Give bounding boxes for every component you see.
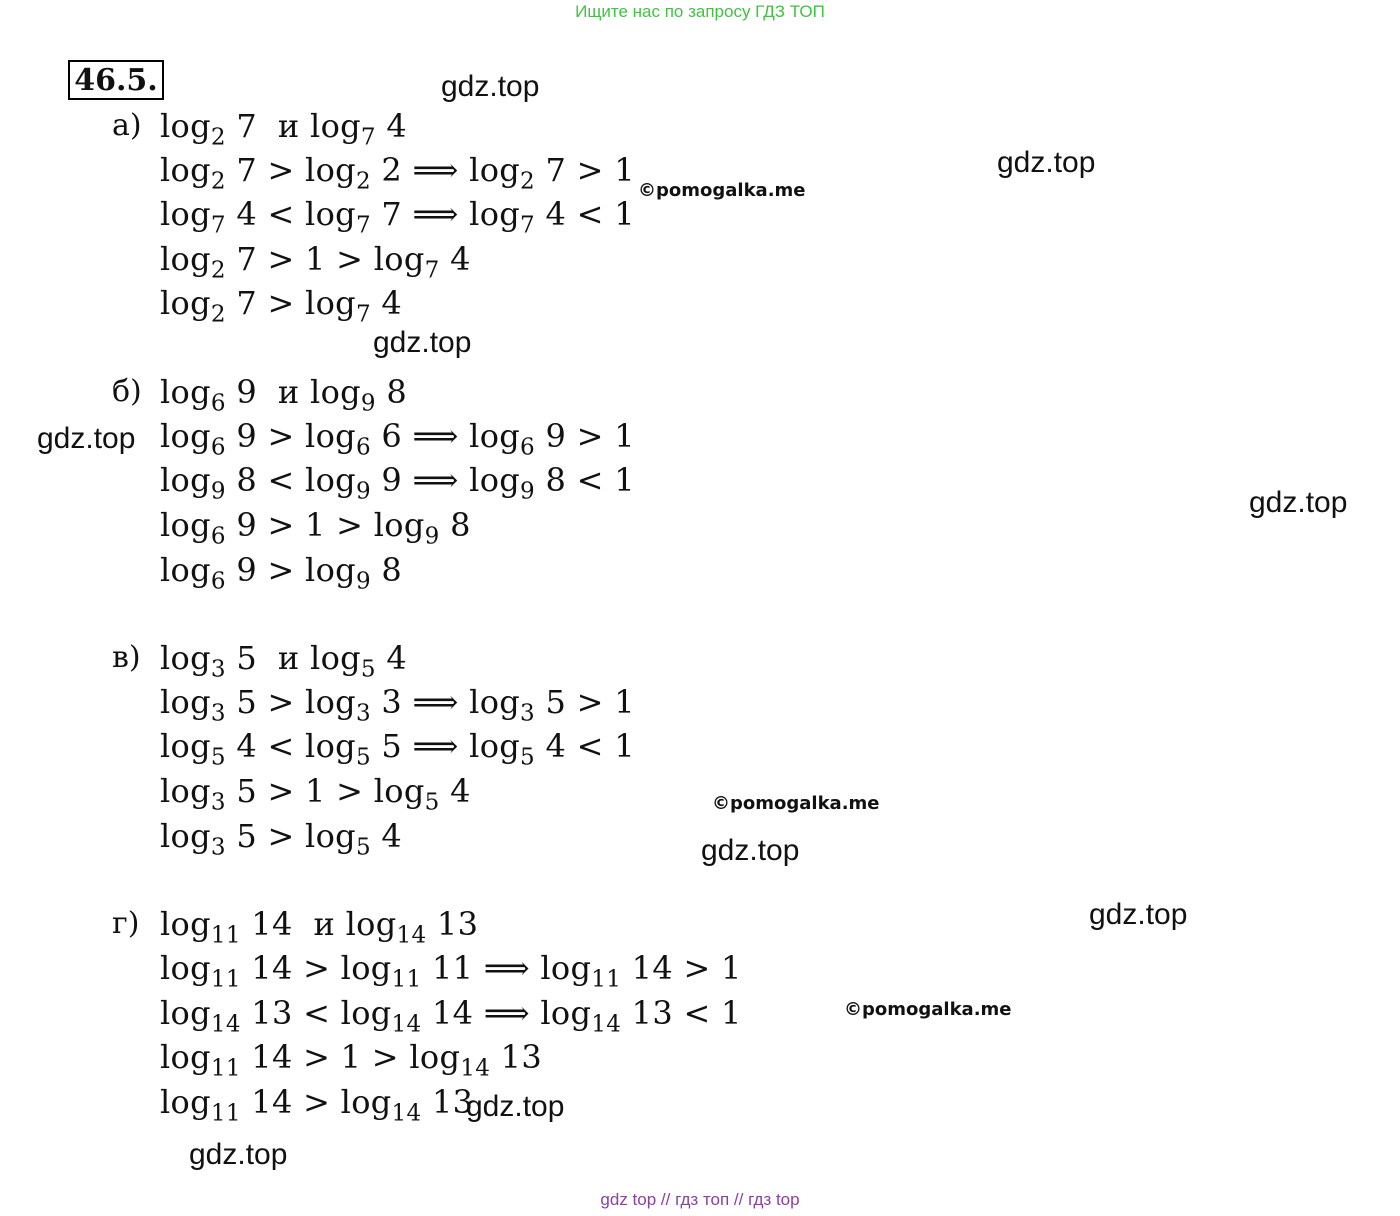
part-v-line-5: $\log_3 5 > \log_5 4$ [160,817,403,861]
footer-links: gdz top // гдз топ // гдз top [600,1190,800,1209]
part-b-line-2: $\log_6 9 > \log_6 6$ ⟹ $\log_6 9 > 1$ [160,417,635,461]
part-b-line-1: $\log_6 9$ и $\log_9 8$ [160,373,408,417]
copyright-watermark: ©pomogalka.me [844,999,1012,1020]
part-v-line-2: $\log_3 5 > \log_3 3$ ⟹ $\log_3 5 > 1$ [160,683,635,727]
watermark-gdz-top: gdz.top [1089,898,1188,931]
part-v-line-4: $\log_3 5 > 1 > \log_5 4$ [160,772,471,816]
part-g-line-4: $\log_{11} 14 > 1 > \log_{14} 13$ [160,1038,542,1082]
part-v-line-3: $\log_5 4 < \log_5 5$ ⟹ $\log_5 4 < 1$ [160,727,635,771]
watermark-gdz-top: gdz.top [441,70,540,103]
part-v-line-1: $\log_3 5$ и $\log_5 4$ [160,639,408,683]
part-g-line-5: $\log_{11} 14 > \log_{14} 13$ [160,1083,474,1127]
watermark-gdz-top: gdz.top [37,422,136,455]
watermark-gdz-top: gdz.top [189,1138,288,1171]
part-g-line-1: $\log_{11} 14$ и $\log_{14} 13$ [160,905,479,949]
part-a-line-4: $\log_2 7 > 1 > \log_7 4$ [160,240,471,284]
part-v-label: в) [112,640,141,675]
part-g-line-2: $\log_{11} 14 > \log_{11} 11$ ⟹ $\log_{11} 14 > 1$ [160,949,742,993]
part-g-label: г) [112,906,140,941]
part-b-line-5: $\log_6 9 > \log_9 8$ [160,551,403,595]
part-a-label: а) [112,108,142,143]
part-b-line-4: $\log_6 9 > 1 > \log_9 8$ [160,506,471,550]
search-banner: Ищите нас по запросу ГДЗ ТОП [575,2,825,21]
part-a-line-2: $\log_2 7 > \log_2 2$ ⟹ $\log_2 7 > 1$ [160,151,635,195]
copyright-watermark: ©pomogalka.me [712,793,880,814]
watermark-gdz-top: gdz.top [1249,486,1348,519]
watermark-gdz-top: gdz.top [373,326,472,359]
watermark-gdz-top: gdz.top [701,834,800,867]
copyright-watermark: ©pomogalka.me [638,180,806,201]
watermark-gdz-top: gdz.top [466,1090,565,1123]
part-a-line-3: $\log_7 4 < \log_7 7$ ⟹ $\log_7 4 < 1$ [160,195,635,239]
part-g-line-3: $\log_{14} 13 < \log_{14} 14$ ⟹ $\log_{14} 13 < 1$ [160,994,742,1038]
watermark-gdz-top: gdz.top [997,146,1096,179]
part-b-line-3: $\log_9 8 < \log_9 9$ ⟹ $\log_9 8 < 1$ [160,461,635,505]
part-b-label: б) [112,374,142,409]
part-a-line-5: $\log_2 7 > \log_7 4$ [160,284,403,328]
problem-number: 46.5. [68,60,164,100]
part-a-line-1: $\log_2 7$ и $\log_7 4$ [160,107,408,151]
